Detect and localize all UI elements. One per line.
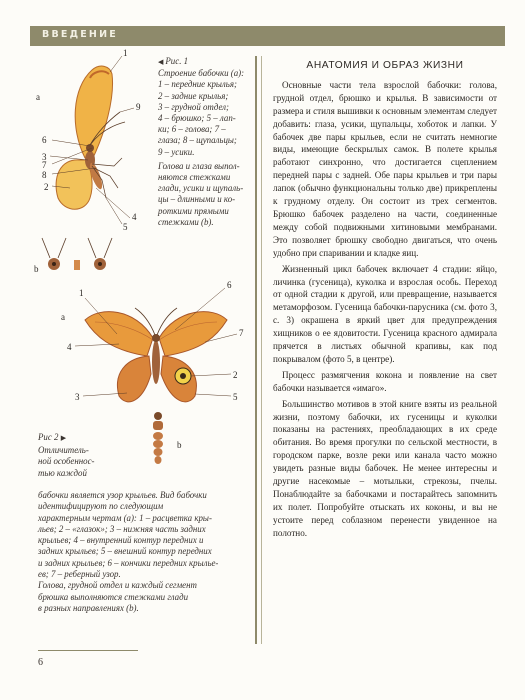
fig2-label-2: 2	[233, 370, 238, 380]
figure-1-caption	[158, 56, 276, 228]
fig1-label-1: 1	[123, 48, 128, 58]
article-paragraph: Основные части тела взрослой бабочки: голова, грудной отдел, брюшко и крылья. В зависимости от размера и стиля вышивки к основным элементам следует добавить: глаза, усики, щупальцы, хоботок и лапки. У бабочек две пары крыльев, если не считать немногие виды, имеющие бескрылых самок. В полете крылья работают синхронно, что достигается сцеплением передней пары с задней. Обе пары крыльев и три пары лапок (обычно функциональны только две) прикреплены к грудному отделу. Он состоит из трех сегментов. Брюшко бабочек разделено на части, соединенные между собой подвижными хитиновыми мембранами. Это позволяет брюшку свободно двигаться, что очень удобно при спаривании и кладке яиц.	[273, 79, 497, 258]
fig1-caption-line: 3 – грудной отдел;	[158, 101, 229, 112]
fig2-caption-line: идентифицируют по следующим	[38, 501, 164, 512]
fig1-label-6: 6	[42, 135, 47, 145]
fig1-label-9: 9	[136, 102, 141, 112]
fig1-label-a: а	[36, 92, 40, 102]
fig1-caption-line: 2 – задние крылья;	[158, 90, 229, 101]
fig1-caption-note-line: Голова и глаза выпол-	[158, 160, 240, 171]
article-paragraph: Жизненный цикл бабочек включает 4 стадии: яйцо, личинка (гусеница), куколка и взрослая особь. Переход от одной стадии к другой, или превращение, называется метаморфозом. Гусеница бабочки-парусника (см. фото 3, с. 3) окрашена в яркий цвет для предупреждения хищников о ее ядовитости. Гусеница красного адмирала прячется в листьях обычной крапивы, как под покрывалом (фото 5, в центре).	[273, 263, 497, 364]
fig1-caption-note-line: няются стежками	[158, 172, 231, 183]
fig1-label-5: 5	[123, 222, 128, 232]
fig2-caption-line: в разных направлениях (b).	[38, 602, 139, 613]
fig1-caption-title: Рис. 1	[165, 56, 189, 66]
caption-arrow-right-icon: ▶	[60, 434, 67, 442]
fig1-label-3: 3	[42, 152, 47, 162]
page-number: 6	[38, 657, 43, 668]
caption-arrow-icon: ◀	[158, 58, 164, 66]
figure-2-caption-short	[38, 432, 108, 479]
article-column	[273, 60, 497, 543]
figure-2-caption	[38, 490, 248, 614]
fig1-caption-note-line: глади, усики и щупаль-	[158, 183, 244, 194]
fig2-label-b: b	[177, 440, 182, 450]
fig1-caption-line: 9 – усики.	[158, 146, 195, 157]
fig2-caption-line: ев; 7 – реберный узор.	[38, 569, 121, 580]
fig2-label-a: а	[61, 312, 65, 322]
fig1-caption-note-line: роткими прямыми	[158, 205, 229, 216]
column-divider	[255, 56, 257, 644]
fig1-caption-note-line: стежками (b).	[158, 216, 214, 227]
fig2-caption-line: льев; 2 – «глазок»; 3 – нижняя часть задних	[38, 523, 206, 534]
fig1-caption-line: глаза; 8 – щупальцы;	[158, 135, 237, 146]
fig2-label-6: 6	[227, 280, 232, 290]
fig1-label-4: 4	[132, 212, 137, 222]
fig2-caption-title: Рис 2	[38, 432, 59, 442]
figure-1-illustration	[30, 48, 160, 278]
fig1-caption-note-line: цы – длинными и ко-	[158, 194, 236, 205]
fig2-caption-short-line: тью каждой	[38, 467, 87, 478]
fig2-caption-line: крыльев; 4 – внутренний контур передних и	[38, 535, 204, 546]
fig2-caption-line: задних крыльев; 5 – внешний контур передних	[38, 546, 212, 557]
fig2-caption-line: бабочки является узор крыльев. Вид бабочки	[38, 490, 207, 500]
fig2-caption-line: и задних крыльев; 6 – кончики передних крылье-	[38, 557, 219, 568]
fig1-label-7: 7	[42, 160, 47, 170]
fig2-caption-line: Голова, грудной отдел и каждый сегмент	[38, 580, 197, 591]
article-title: АНАТОМИЯ И ОБРАЗ ЖИЗНИ	[306, 60, 464, 71]
fig2-label-7: 7	[239, 328, 244, 338]
section-header-band	[30, 26, 505, 46]
fig2-label-4: 4	[67, 342, 72, 352]
section-title: ВВЕДЕНИЕ	[42, 29, 118, 40]
fig2-caption-line: характерным чертам (а): 1 – расцветка кры-	[38, 512, 212, 523]
fig2-caption-line: брюшка выполняются стежками глади	[38, 591, 189, 602]
fig2-label-5: 5	[233, 392, 238, 402]
fig2-caption-short-line: ной особеннос-	[38, 456, 95, 466]
fig1-caption-line: ки; 6 – голова; 7 –	[158, 124, 226, 135]
fig1-label-8: 8	[42, 170, 47, 180]
article-paragraph: Процесс размягчения кокона и появление на свет бабочки называется «имаго».	[273, 369, 497, 393]
footer-rule	[38, 650, 138, 651]
fig1-label-b: b	[34, 264, 39, 274]
fig1-label-2: 2	[44, 182, 49, 192]
fig2-label-1: 1	[79, 288, 84, 298]
article-paragraph: Большинство мотивов в этой книге взяты из реальной жизни, поэтому бабочки, их гусеницы и куколки показаны на растениях, преобладающих в их среде обитания. Во время прогулки по сельской местности, в городском парке, возле реки или канала часто можно увидеть разные виды бабочек. Не менее интересны и другие насекомые – мотыльки, стрекозы, пчелы. Понаблюдайте за бабочками и постарайтесь запомнить их полет. Попробуйте отыскать их коконы, и вы не устоите перед соблазном перенести увиденное на полотно.	[273, 398, 497, 538]
fig2-label-3: 3	[75, 392, 80, 402]
fig2-caption-short-line: Отличитель-	[38, 444, 89, 455]
column-divider-thin	[261, 56, 262, 644]
fig1-caption-line: 4 – брюшко; 5 – лап-	[158, 113, 236, 124]
fig1-caption-line: Строение бабочки (а):	[158, 68, 245, 79]
fig1-caption-line: 1 – передние крылья;	[158, 79, 237, 90]
